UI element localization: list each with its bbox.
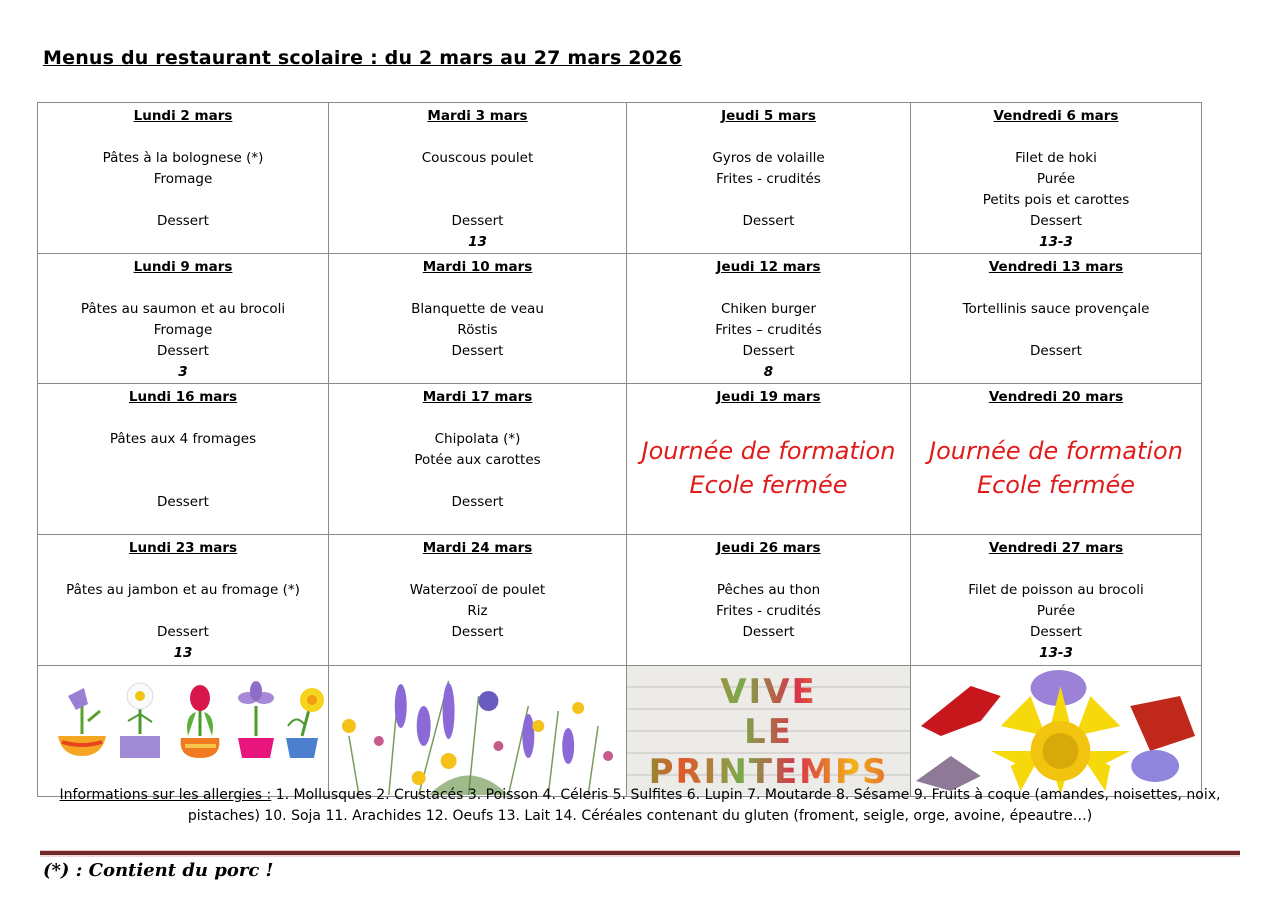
menu-item: Röstis	[457, 322, 498, 338]
menu-item: Purée	[1036, 603, 1076, 619]
menu-item: Frites – crudités	[715, 322, 822, 338]
closure-notice	[629, 434, 908, 502]
day-heading: Lundi 9 mars	[133, 259, 233, 275]
day-cell	[329, 384, 627, 535]
menu-item: Dessert	[451, 213, 504, 229]
images-row	[38, 666, 1202, 797]
day-heading: Mardi 10 mars	[422, 259, 533, 275]
day-cell	[627, 254, 911, 384]
menu-item	[331, 408, 624, 429]
allergen-codes	[331, 362, 624, 383]
menu-item: Petits pois et carottes	[982, 192, 1130, 208]
day-cell	[329, 535, 627, 666]
menu-item	[629, 127, 908, 148]
closure-line: Journée de formation	[641, 437, 896, 465]
menu-table	[37, 102, 1202, 797]
menu-item: Potée aux carottes	[414, 452, 541, 468]
menu-item	[913, 559, 1199, 580]
day-heading: Vendredi 20 mars	[988, 389, 1124, 405]
menu-item: Dessert	[157, 494, 209, 510]
day-cell	[329, 103, 627, 254]
menu-item: Purée	[1036, 171, 1076, 187]
menu-item	[913, 320, 1199, 341]
page-title: Menus du restaurant scolaire : du 2 mars au 27 mars 2026	[43, 47, 682, 69]
vive-le-printemps-image	[627, 666, 910, 795]
allergen-codes	[913, 362, 1199, 383]
menu-item	[331, 278, 624, 299]
day-cell	[627, 103, 911, 254]
day-cell	[627, 535, 911, 666]
menu-item: Pâtes au jambon et au fromage (*)	[66, 582, 300, 598]
menu-item	[913, 127, 1199, 148]
allergen-codes	[629, 232, 908, 253]
menu-item	[40, 278, 326, 299]
day-cell	[38, 103, 329, 254]
menu-item: Couscous poulet	[421, 150, 534, 166]
menu-item	[40, 127, 326, 148]
day-heading: Lundi 16 mars	[128, 389, 238, 405]
allergen-codes: 13	[173, 645, 193, 661]
day-heading: Jeudi 12 mars	[716, 259, 821, 275]
day-heading: Vendredi 27 mars	[988, 540, 1124, 556]
menu-item: Dessert	[451, 624, 504, 640]
allergen-codes	[40, 232, 326, 253]
day-cell	[38, 535, 329, 666]
day-heading: Jeudi 5 mars	[721, 108, 816, 124]
image-cell	[627, 666, 911, 797]
day-heading: Lundi 23 mars	[128, 540, 238, 556]
menu-item: Frites - crudités	[716, 171, 821, 187]
menu-item: Filet de poisson au brocoli	[968, 582, 1144, 598]
menu-item	[629, 190, 908, 211]
menu-item: Dessert	[451, 343, 504, 359]
menu-item	[40, 471, 326, 492]
closure-line: Journée de formation	[929, 437, 1183, 465]
menu-item: Dessert	[157, 343, 209, 359]
day-heading: Jeudi 26 mars	[716, 540, 821, 556]
menu-item: Dessert	[742, 213, 795, 229]
allergen-codes: 13-3	[1039, 645, 1073, 661]
allergen-codes	[629, 643, 908, 664]
menu-item: Frites - crudités	[716, 603, 821, 619]
allergy-list: 1. Mollusques 2. Crustacés 3. Poisson 4. Céleris 5. Sulfites 6. Lupin 7. Moutarde 8. Sésame 9. Fruits à coque (amandes, noisettes, noix, pistaches) 10. Soja 11. Arachides 12. Oeufs 13. Lait 14. Céréales contenant du gluten (froment, seigle, orge, avoine, épeautre…)	[187, 787, 1221, 824]
menu-item	[331, 169, 624, 190]
day-heading: Lundi 2 mars	[133, 108, 233, 124]
menu-item: Pâtes aux 4 fromages	[109, 431, 257, 447]
menu-item	[40, 190, 326, 211]
menu-item: Pâtes à la bolognese (*)	[102, 150, 264, 166]
menu-item: Dessert	[742, 624, 795, 640]
allergen-codes	[331, 643, 624, 664]
day-heading: Vendredi 13 mars	[988, 259, 1124, 275]
menu-item	[629, 559, 908, 580]
day-heading: Vendredi 6 mars	[993, 108, 1119, 124]
menu-item	[40, 450, 326, 471]
day-cell	[911, 535, 1202, 666]
day-cell	[38, 384, 329, 535]
sunflower-bouquet-photo	[911, 666, 1201, 795]
allergen-codes	[331, 513, 624, 534]
menu-item: Fromage	[153, 171, 213, 187]
closure-notice	[913, 434, 1199, 502]
menu-item: Dessert	[742, 343, 795, 359]
day-cell	[911, 103, 1202, 254]
day-heading: Mardi 24 mars	[422, 540, 533, 556]
week-row	[38, 103, 1202, 254]
allergen-codes	[40, 513, 326, 534]
menu-item	[331, 471, 624, 492]
menu-item	[40, 601, 326, 622]
menu-item: Riz	[467, 603, 488, 619]
menu-item: Dessert	[1030, 624, 1082, 640]
menu-item: Chipolata (*)	[434, 431, 521, 447]
menu-item	[331, 559, 624, 580]
menu-item: Tortellinis sauce provençale	[962, 301, 1150, 317]
day-cell	[911, 384, 1202, 535]
flower-pots-illustration	[38, 666, 328, 795]
closure-line: Ecole fermée	[976, 471, 1136, 499]
day-heading: Jeudi 19 mars	[716, 389, 821, 405]
menu-item: Dessert	[1030, 213, 1082, 229]
allergy-label: Informations sur les allergies :	[59, 787, 272, 803]
menu-item: Filet de hoki	[1015, 150, 1097, 166]
menu-item: Dessert	[157, 213, 209, 229]
menu-item: Chiken burger	[720, 301, 817, 317]
allergen-codes: 3	[178, 364, 188, 380]
day-cell	[38, 254, 329, 384]
allergy-information	[40, 785, 1240, 827]
divider-rule	[40, 850, 1240, 857]
menu-item: Blanquette de veau	[411, 301, 544, 317]
menu-item: Waterzooï de poulet	[409, 582, 546, 598]
menu-item: Pâtes au saumon et au brocoli	[80, 301, 286, 317]
vive-le-printemps-lettering: VIVE LE PRINTEMPS	[627, 672, 910, 792]
day-cell	[329, 254, 627, 384]
image-cell	[911, 666, 1202, 797]
allergen-codes: 8	[763, 364, 774, 380]
menu-item	[40, 408, 326, 429]
menu-item: Dessert	[451, 494, 504, 510]
menu-item	[913, 278, 1199, 299]
menu-item: Dessert	[1030, 343, 1082, 359]
week-row	[38, 254, 1202, 384]
menu-item: Pêches au thon	[716, 582, 821, 598]
closure-line: Ecole fermée	[689, 471, 848, 499]
menu-item: Gyros de volaille	[712, 150, 825, 166]
week-row	[38, 384, 1202, 535]
menu-item: Fromage	[153, 322, 213, 338]
image-cell	[329, 666, 627, 797]
allergen-codes: 13-3	[1039, 234, 1073, 250]
menu-item	[331, 127, 624, 148]
week-row	[38, 535, 1202, 666]
day-cell	[627, 384, 911, 535]
allergen-codes: 13	[468, 234, 487, 250]
day-cell	[911, 254, 1202, 384]
menu-item	[331, 190, 624, 211]
menu-item	[629, 278, 908, 299]
day-heading: Mardi 3 mars	[427, 108, 528, 124]
menu-item	[40, 559, 326, 580]
menu-item: Dessert	[157, 624, 209, 640]
image-cell	[38, 666, 329, 797]
wildflowers-photo	[329, 666, 626, 795]
day-heading: Mardi 17 mars	[422, 389, 533, 405]
pork-footnote: (*) : Contient du porc !	[43, 860, 274, 881]
